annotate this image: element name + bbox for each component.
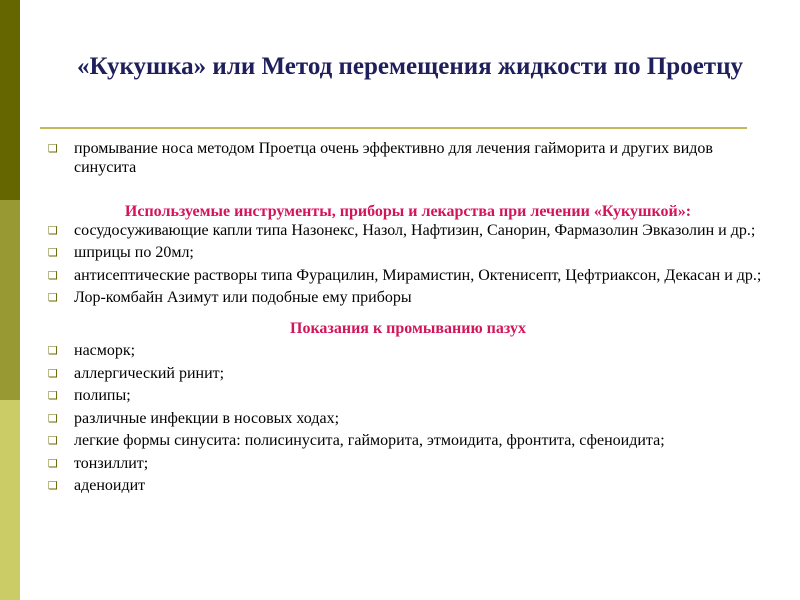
intro-item	[48, 140, 768, 177]
square-bullet-icon: ❑	[48, 366, 58, 380]
list-item-text: антисептические растворы типа Фурацилин, Мирамистин, Октенисепт, Цефтриаксон, Декасан и др.;	[74, 266, 762, 284]
list-item-text: аденоидит	[74, 477, 146, 494]
list-item	[48, 289, 768, 308]
list-item-text: шприцы по 20мл;	[74, 244, 194, 261]
intro-text: промывание носа методом Проетца очень эффективно для лечения гайморита и других видов синусита	[74, 140, 713, 176]
list-item	[48, 455, 768, 474]
list-item	[48, 432, 768, 451]
list-item	[48, 267, 768, 286]
square-bullet-icon: ❑	[48, 142, 58, 155]
list-item-text: полипы;	[74, 387, 131, 404]
square-bullet-icon: ❑	[48, 246, 58, 259]
list-item-text: аллергический ринит;	[74, 364, 225, 382]
list-item	[48, 410, 768, 429]
square-bullet-icon: ❑	[48, 456, 58, 470]
sidebar-segment-dark	[0, 0, 20, 200]
sidebar-decoration	[0, 0, 20, 600]
square-bullet-icon: ❑	[48, 411, 58, 425]
square-bullet-icon: ❑	[48, 223, 58, 237]
list-item-text: Лор-комбайн Азимут или подобные ему приборы	[74, 289, 412, 306]
title-divider	[40, 127, 747, 129]
list-item	[48, 222, 768, 241]
list-item-text: насморк;	[74, 342, 136, 359]
square-bullet-icon: ❑	[48, 268, 58, 282]
square-bullet-icon: ❑	[48, 344, 58, 357]
square-bullet-icon: ❑	[48, 479, 58, 492]
list-item	[48, 244, 768, 263]
square-bullet-icon: ❑	[48, 434, 58, 447]
list-item	[48, 387, 768, 406]
square-bullet-icon: ❑	[48, 389, 58, 402]
list-item-text: тонзиллит;	[74, 454, 149, 472]
list-item	[48, 365, 768, 384]
sidebar-segment-light	[0, 400, 20, 600]
sidebar-segment-mid	[0, 200, 20, 400]
list-item-text: сосудосуживающие капли типа Назонекс, Назол, Нафтизин, Санорин, Фармазолин Эвказолин и др.;	[74, 221, 756, 239]
list-item-text: легкие формы синусита: полисинусита, гайморита, этмоидита, фронтита, сфеноидита;	[74, 432, 665, 449]
list-item	[48, 342, 768, 361]
section-heading-tools: Используемые инструменты, приборы и лекарства при лечении «Кукушкой»:	[124, 203, 692, 220]
list-item	[48, 477, 768, 496]
square-bullet-icon: ❑	[48, 291, 58, 304]
section-heading-indications: Показания к промыванию пазух	[290, 319, 526, 337]
list-item-text: различные инфекции в носовых ходах;	[74, 409, 340, 427]
slide-content	[48, 140, 768, 496]
slide-title: «Кукушка» или Метод перемещения жидкости по Проетцу	[77, 53, 743, 80]
